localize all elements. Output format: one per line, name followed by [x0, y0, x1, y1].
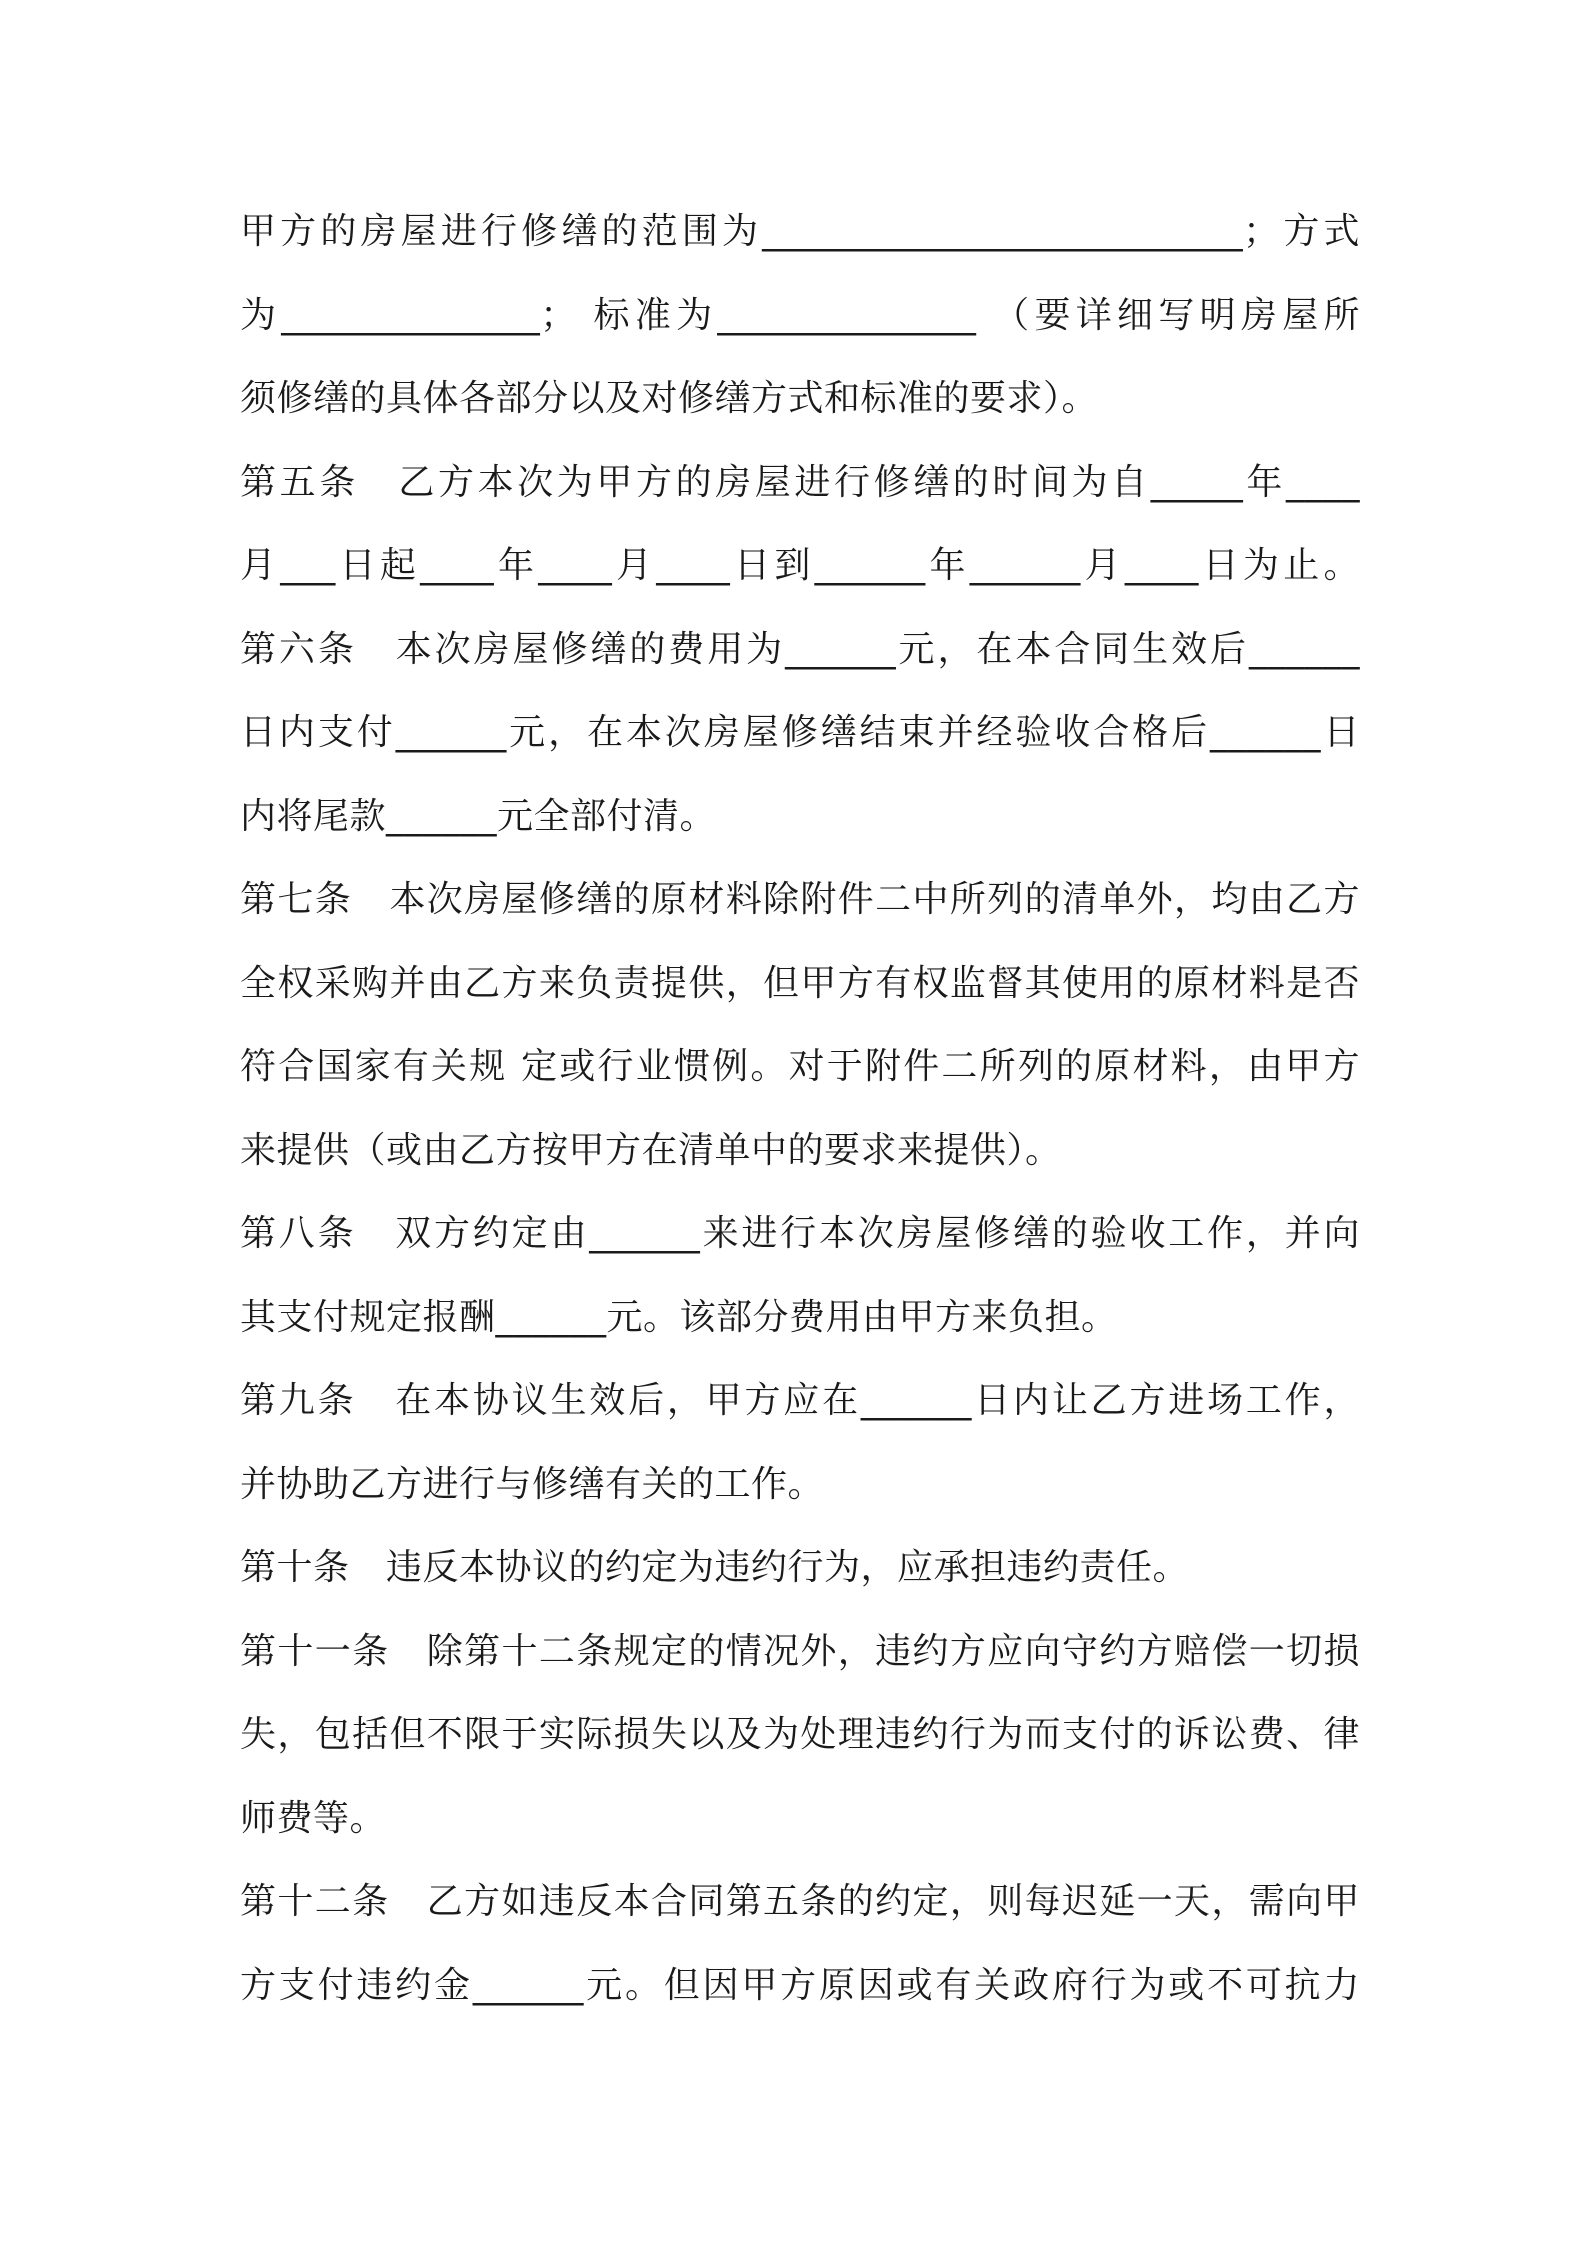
text-line: 符合国家有关规 定或行业惯例。对于附件二所列的原材料，由甲方	[240, 1046, 1360, 1087]
article-9-line: 第九条 在本协议生效后，甲方应在______日内让乙方进场工作，	[240, 1380, 1360, 1421]
article-11-line: 第十一条 除第十二条规定的情况外，违约方应向守约方赔偿一切损	[240, 1630, 1360, 1672]
article-10-line: 第十条 违反本协议的约定为违约行为，应承担违约责任。	[240, 1547, 1190, 1588]
article-8-line: 第八条 双方约定由______来进行本次房屋修缮的验收工作，并向	[240, 1213, 1360, 1254]
text-line: 月___日起____年____月____日到______年______月____日为止。	[240, 545, 1360, 586]
text-line: 并协助乙方进行与修缮有关的工作。	[240, 1463, 825, 1505]
text-line: 方支付违约金______元。但因甲方原因或有关政府行为或不可抗力	[240, 1964, 1360, 2006]
text-line: 其支付规定报酬______元。该部分费用由甲方来负担。	[240, 1296, 1118, 1338]
contract-body	[240, 190, 1360, 2027]
text-line: 全权采购并由乙方来负责提供，但甲方有权监督其使用的原材料是否	[240, 962, 1360, 1004]
text-line: 甲方的房屋进行修缮的范围为__________________________；方式	[240, 211, 1360, 252]
text-line: 日内支付______元，在本次房屋修缮结束并经验收合格后______日	[240, 712, 1360, 753]
text-line: 失，包括但不限于实际损失以及为处理违约行为而支付的诉讼费、律	[240, 1714, 1360, 1755]
text-line: 师费等。	[240, 1797, 387, 1839]
article-12-line: 第十二条 乙方如违反本合同第五条的约定，则每迟延一天，需向甲	[240, 1881, 1360, 1922]
article-7-line: 第七条 本次房屋修缮的原材料除附件二中所列的清单外，均由乙方	[240, 879, 1360, 920]
text-line: 来提供（或由乙方按甲方在清单中的要求来提供）。	[240, 1129, 1062, 1171]
text-line: 内将尾款______元全部付清。	[240, 795, 717, 837]
text-line: 为______________； 标准为______________ （要详细写明房屋所	[240, 294, 1360, 336]
article-6-line: 第六条 本次房屋修缮的费用为______元，在本合同生效后______	[240, 628, 1360, 670]
text-line: 须修缮的具体各部分以及对修缮方式和标准的要求）。	[240, 378, 1099, 419]
article-5-line: 第五条 乙方本次为甲方的房屋进行修缮的时间为自_____年____	[240, 461, 1360, 503]
